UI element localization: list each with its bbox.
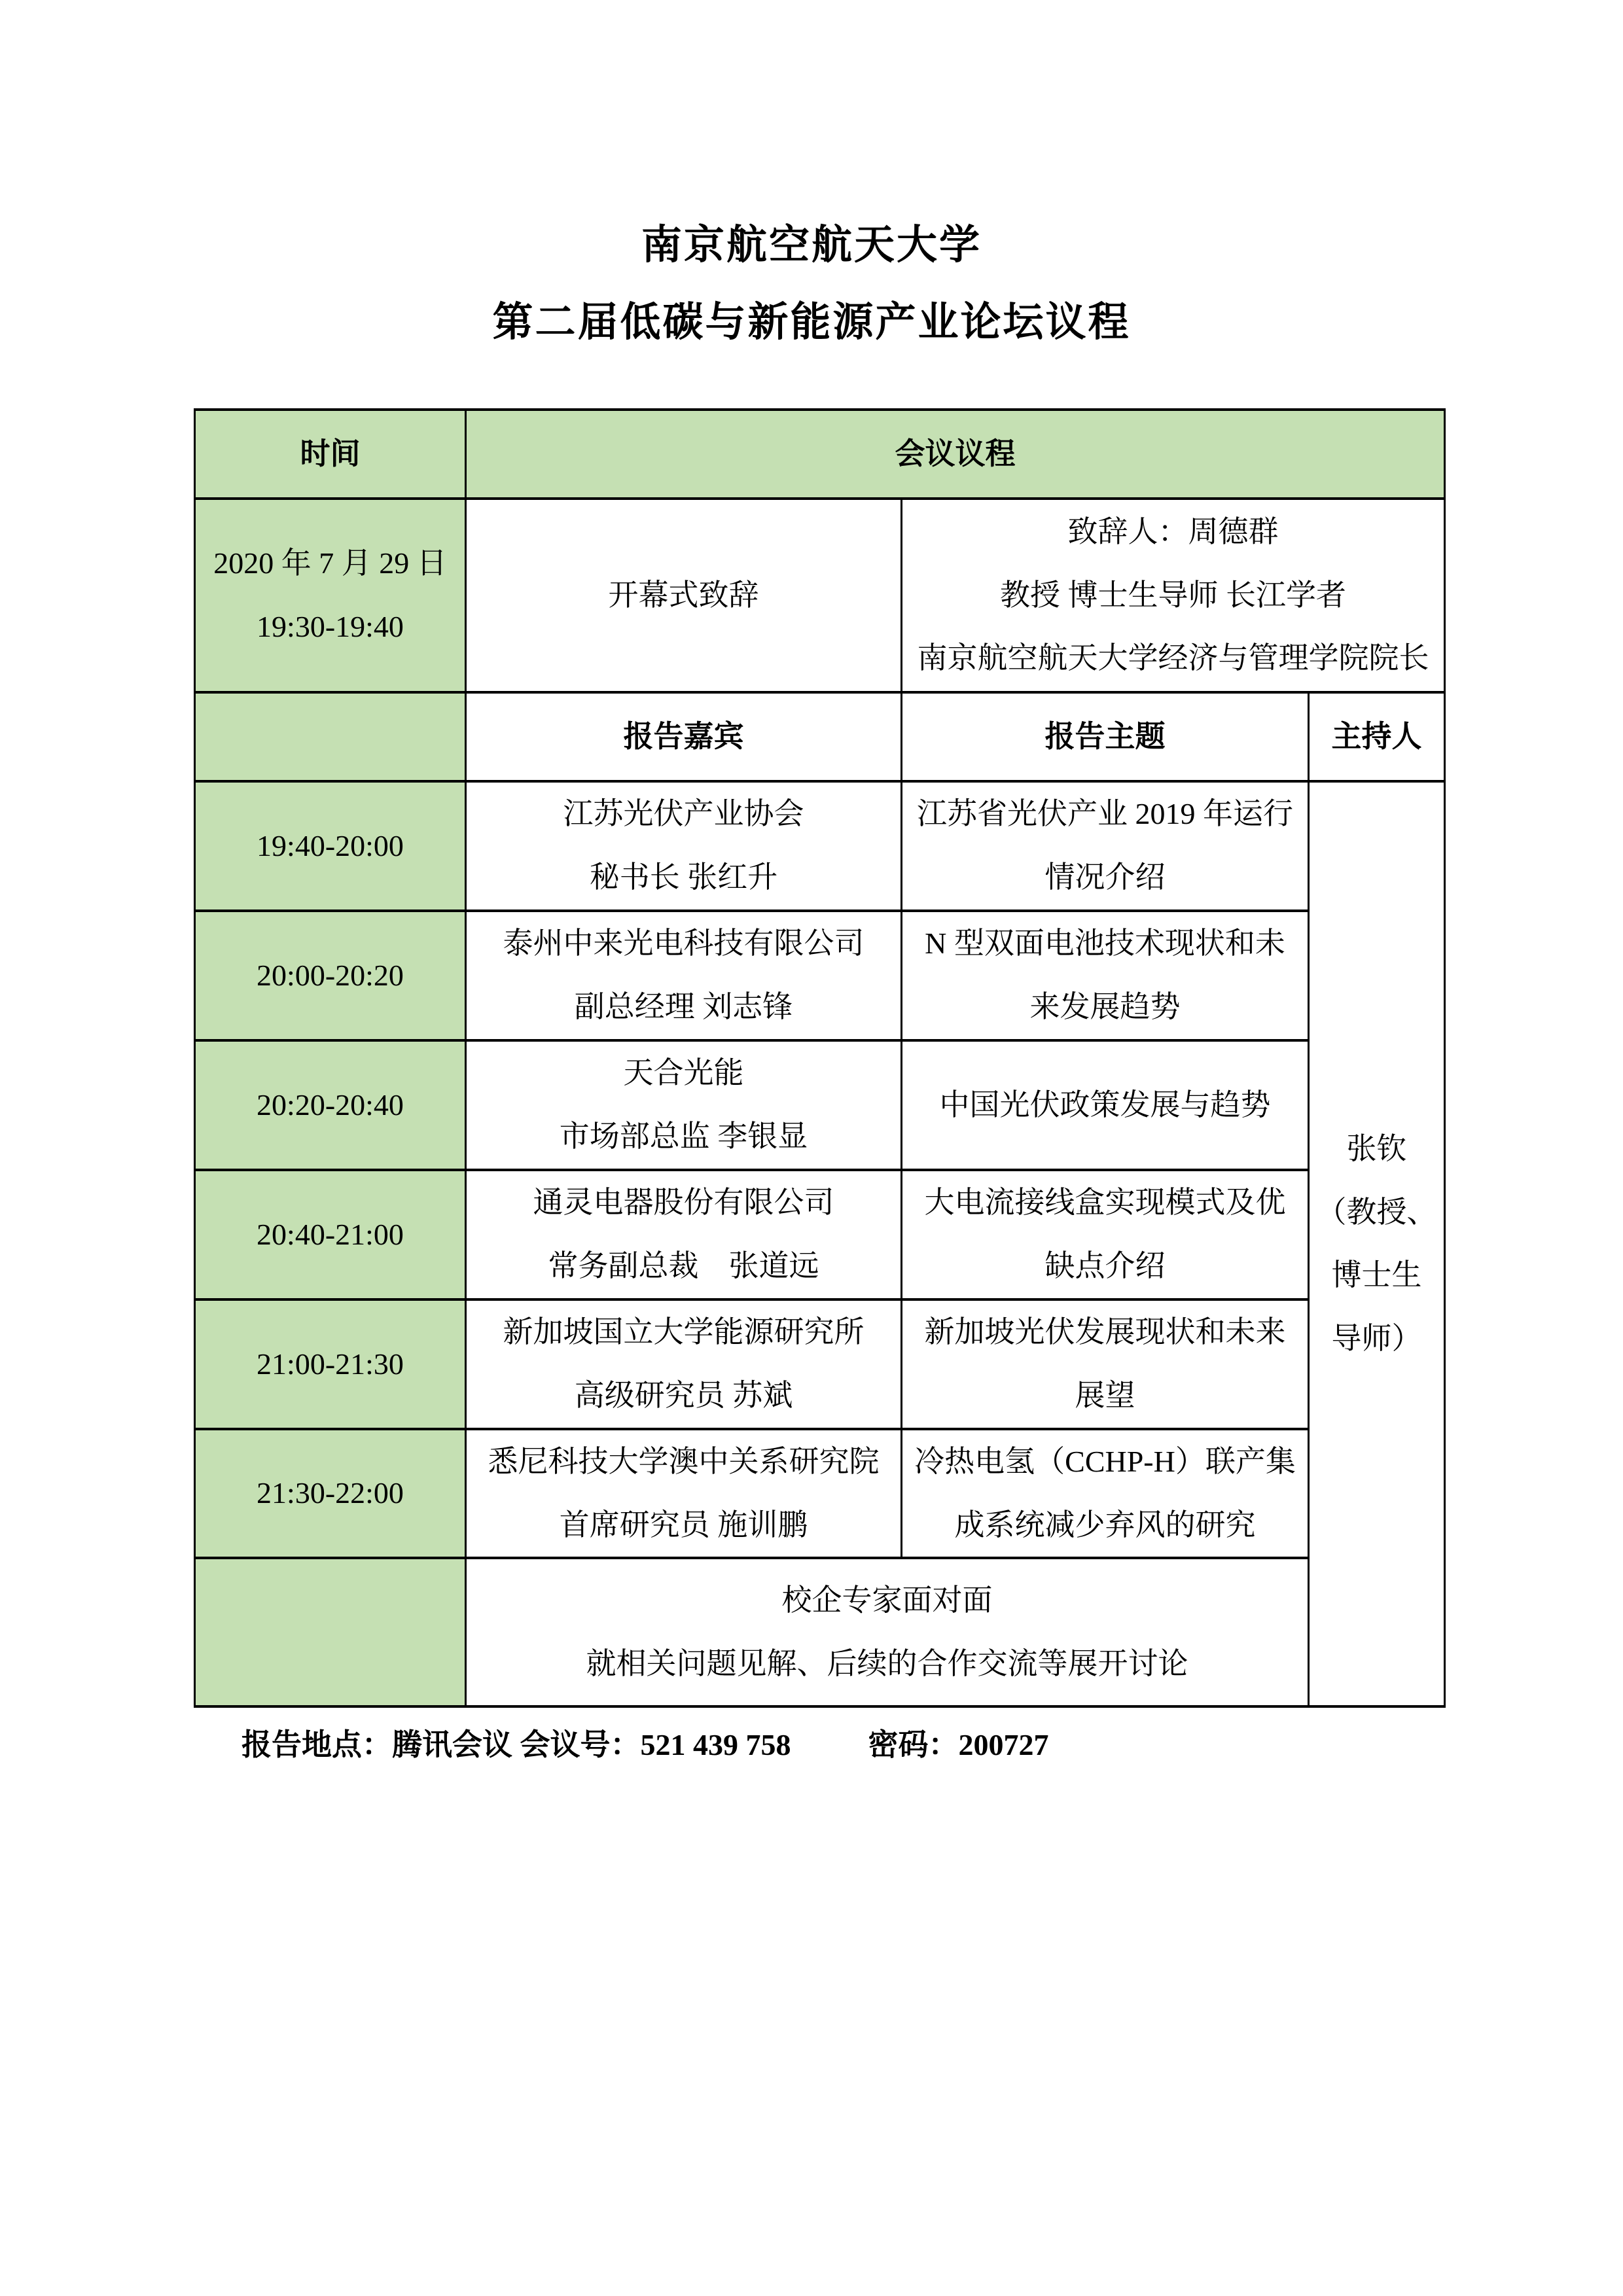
topic-line: 冷热电氢（CCHP-H）联产集 (914, 1445, 1296, 1478)
greeter-line: 教授 博士生导师 长江学者 (1000, 578, 1346, 612)
guest-line: 通灵电器股份有限公司 (533, 1186, 834, 1220)
session-topic-cell (902, 911, 1309, 1040)
header-agenda-cell: 会议议程 (466, 410, 1445, 499)
meeting-venue: 报告地点：腾讯会议 会议号：521 439 758 (241, 1728, 791, 1761)
guest-line: 常务副总裁 张道远 (548, 1249, 819, 1282)
session-guest-cell (466, 911, 902, 1040)
opening-greeter-cell (902, 499, 1445, 692)
host-line: （教授、 (1316, 1195, 1437, 1229)
session-time-cell: 21:30-22:00 (195, 1429, 466, 1558)
guest-line: 首席研究员 施训鹏 (559, 1508, 808, 1542)
topic-line: 展望 (1075, 1379, 1135, 1412)
session-guest-cell (466, 1429, 902, 1558)
guest-line: 江苏光伏产业协会 (563, 797, 804, 831)
session-row (195, 911, 1445, 1040)
greeter-line: 南京航空航天大学经济与管理学院院长 (917, 641, 1429, 675)
guest-line: 市场部总监 李银显 (559, 1120, 808, 1153)
topic-line: 中国光伏政策发展与趋势 (939, 1087, 1271, 1122)
topic-line: 来发展趋势 (1029, 990, 1181, 1023)
meeting-password: 密码：200727 (868, 1728, 1049, 1761)
meeting-info (241, 1721, 1049, 1764)
session-row (195, 1429, 1445, 1558)
header-time-cell: 时间 (195, 410, 466, 499)
session-time-cell: 20:40-21:00 (195, 1170, 466, 1299)
opening-time-line: 19:30-19:40 (257, 610, 404, 643)
agenda-table (194, 408, 1446, 1708)
host-line: 导师） (1331, 1321, 1422, 1355)
opening-row (195, 499, 1445, 692)
opening-date-line: 2020 年 7 月 29 日 (213, 546, 447, 580)
session-guest-cell (466, 1170, 902, 1299)
guest-line: 悉尼科技大学澳中关系研究院 (488, 1445, 880, 1478)
session-row (195, 1299, 1445, 1429)
guest-line: 高级研究员 苏斌 (574, 1379, 793, 1412)
session-topic-cell (902, 1299, 1309, 1429)
session-time-cell: 21:00-21:30 (195, 1299, 466, 1429)
page-subtitle: 第二届低碳与新能源产业论坛议程 (492, 300, 1131, 345)
closing-line: 就相关问题见解、后续的合作交流等展开讨论 (586, 1646, 1188, 1680)
header-host-cell: 主持人 (1309, 692, 1445, 781)
session-time-cell: 20:00-20:20 (195, 911, 466, 1040)
topic-line: 大电流接线盒实现模式及优 (924, 1186, 1286, 1220)
guest-line: 副总经理 刘志锋 (574, 990, 793, 1023)
table-header-row-1 (195, 410, 1445, 499)
host-line: 张钦 (1346, 1131, 1407, 1165)
session-time-cell: 19:40-20:00 (195, 781, 466, 911)
session-guest-cell (466, 1040, 902, 1170)
session-guest-cell (466, 781, 902, 911)
host-line: 博士生 (1331, 1258, 1422, 1292)
session-row (195, 1040, 1445, 1170)
topic-line: 江苏省光伏产业 2019 年运行 (917, 797, 1293, 831)
closing-cell (466, 1558, 1309, 1706)
host-cell (1309, 781, 1445, 1706)
closing-line: 校企专家面对面 (781, 1583, 993, 1617)
topic-line: 情况介绍 (1044, 860, 1166, 894)
guest-line: 天合光能 (623, 1056, 744, 1090)
session-topic-cell (902, 1170, 1309, 1299)
session-time-cell: 20:20-20:40 (195, 1040, 466, 1170)
guest-line: 泰州中来光电科技有限公司 (503, 927, 865, 961)
session-topic-cell (902, 1429, 1309, 1558)
session-topic-cell (902, 781, 1309, 911)
session-guest-cell (466, 1299, 902, 1429)
guest-line: 秘书长 张红升 (589, 860, 778, 894)
greeter-line: 致辞人：周德群 (1067, 515, 1279, 549)
opening-event-cell: 开幕式致辞 (466, 499, 902, 692)
closing-time-cell (195, 1558, 466, 1706)
topic-line: 新加坡光伏发展现状和未来 (924, 1315, 1286, 1349)
session-topic-cell (902, 1040, 1309, 1170)
session-row (195, 1170, 1445, 1299)
page-title: 南京航空航天大学 (641, 222, 982, 268)
table-header-row-2 (195, 692, 1445, 781)
opening-time-cell (195, 499, 466, 692)
topic-line: 缺点介绍 (1044, 1249, 1166, 1282)
header-topic-cell: 报告主题 (902, 692, 1309, 781)
header-guest-cell: 报告嘉宾 (466, 692, 902, 781)
topic-line: N 型双面电池技术现状和未 (925, 927, 1285, 961)
guest-line: 新加坡国立大学能源研究所 (503, 1315, 865, 1349)
topic-line: 成系统减少弃风的研究 (954, 1508, 1256, 1542)
session-row (195, 781, 1445, 911)
closing-row (195, 1558, 1445, 1706)
header-empty-time-cell (195, 692, 466, 781)
